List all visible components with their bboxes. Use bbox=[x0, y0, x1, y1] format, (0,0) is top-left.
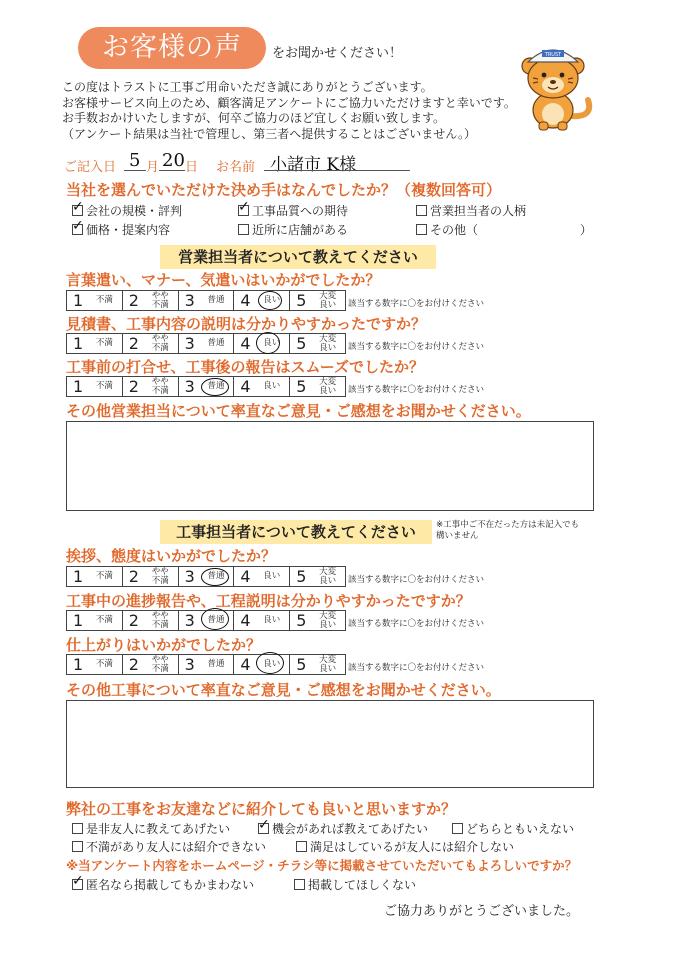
day-label: 日 bbox=[185, 160, 199, 175]
rating-2[interactable]: 2 やや 不満 bbox=[123, 334, 179, 353]
intro-line: この度はトラストに工事ご用命いただき誠にありがとうございます。 bbox=[62, 80, 433, 94]
question-construction-progress: 工事中の進捗報告や、工程説明は分かりやすかったですか？ bbox=[66, 592, 471, 610]
checkbox[interactable] bbox=[72, 205, 83, 216]
checkbox[interactable] bbox=[72, 841, 83, 852]
option-sales-personality[interactable]: 営業担当者の人柄 bbox=[416, 202, 526, 219]
date-label: ご記入日 bbox=[64, 160, 117, 175]
sales-comment-prompt: その他営業担当について率直なご意見・ご感想をお聞かせください。 bbox=[66, 402, 531, 420]
option-anonymous-ok[interactable]: ✓匿名なら掲載してもかまわない bbox=[72, 876, 254, 893]
checkbox[interactable] bbox=[238, 224, 249, 235]
option-nearby-store[interactable]: 近所に店舗がある bbox=[238, 221, 348, 238]
rating-scale[interactable] bbox=[66, 333, 346, 354]
section-sales: 営業担当者について教えてください bbox=[160, 245, 436, 269]
section-construction: 工事担当者について教えてください bbox=[160, 520, 432, 544]
rating-scale[interactable] bbox=[66, 566, 346, 587]
rating-4[interactable]: 4 良い bbox=[234, 567, 290, 586]
checkbox[interactable] bbox=[452, 823, 463, 834]
rating-scale[interactable] bbox=[66, 654, 346, 675]
checkbox[interactable] bbox=[258, 823, 269, 834]
option-definitely-tell[interactable]: 是非友人に教えてあげたい bbox=[72, 820, 230, 837]
rating-4[interactable]: 4 良い bbox=[234, 334, 290, 353]
mascot-badge: TRUST bbox=[544, 52, 562, 58]
scale-hint: 該当する数字に〇をお付けください bbox=[348, 342, 485, 352]
month-label: 月 bbox=[146, 160, 160, 175]
checkbox[interactable] bbox=[294, 879, 305, 890]
page-subtitle: をお聞かせください！ bbox=[272, 46, 403, 61]
rating-5[interactable]: 5 大変 良い bbox=[296, 566, 337, 586]
entry-row bbox=[64, 150, 424, 174]
rating-1[interactable]: 1 不満 bbox=[67, 567, 123, 586]
rating-2[interactable]: 2 やや 不満 bbox=[123, 291, 179, 310]
rating-scale[interactable] bbox=[66, 610, 346, 631]
rating-5[interactable]: 5 大変 良い bbox=[296, 376, 337, 396]
rating-5[interactable]: 5 大変 良い bbox=[296, 333, 337, 353]
option-company-reputation[interactable]: ✓会社の規模・評判 bbox=[72, 202, 182, 219]
scale-hint: 該当する数字に〇をお付けください bbox=[348, 619, 485, 629]
rating-1[interactable]: 1 不満 bbox=[67, 655, 123, 674]
option-satisfied-no-referral[interactable]: 満足はしているが友人には紹介しない bbox=[296, 838, 514, 855]
question-publish: ※当アンケート内容をホームページ・チラシ等に掲載させていただいてもよろしいですか？ bbox=[66, 858, 578, 873]
checkbox[interactable] bbox=[296, 841, 307, 852]
rating-4[interactable]: 4 良い bbox=[234, 291, 290, 310]
publish-options bbox=[72, 876, 472, 894]
option-other[interactable]: その他（ bbox=[416, 221, 478, 238]
option-dissatisfied[interactable]: 不満があり友人には紹介できない bbox=[72, 838, 266, 855]
rating-scale[interactable] bbox=[66, 376, 346, 397]
rating-3[interactable]: 3 普通 bbox=[179, 567, 235, 586]
rating-1[interactable]: 1 不満 bbox=[67, 291, 123, 310]
intro-line: お手数おかけいたしますが、何卒ご協力のほど宜しくお願い致します。 bbox=[62, 111, 446, 125]
option-neutral[interactable]: どちらともいえない bbox=[452, 820, 574, 837]
page-title: お客様の声 bbox=[78, 27, 266, 69]
checkbox[interactable] bbox=[416, 224, 427, 235]
day-value[interactable]: 20 bbox=[162, 150, 185, 171]
scale-hint: 該当する数字に〇をお付けください bbox=[348, 385, 485, 395]
question-construction-finish: 仕上がりはいかがでしたか？ bbox=[66, 636, 262, 654]
rating-1[interactable]: 1 不満 bbox=[67, 334, 123, 353]
scale-hint: 該当する数字に〇をお付けください bbox=[348, 299, 485, 309]
checkbox[interactable] bbox=[72, 224, 83, 235]
reason-options bbox=[72, 202, 602, 240]
month-value[interactable]: 5 bbox=[129, 150, 141, 171]
question-sales-explanation: 見積書、工事内容の説明は分かりやすかったですか？ bbox=[66, 315, 427, 333]
intro-line: お客様サービス向上のため、顧客満足アンケートにご協力いただけますと幸いです。 bbox=[62, 95, 516, 110]
mascot-tiger-icon bbox=[508, 36, 598, 132]
construction-comment-box[interactable] bbox=[66, 700, 594, 788]
rating-2[interactable]: 2 やや 不満 bbox=[123, 567, 179, 586]
scale-hint: 該当する数字に〇をお付けください bbox=[348, 663, 485, 673]
rating-3[interactable]: 3 普通 bbox=[179, 377, 235, 396]
option-price-proposal[interactable]: ✓価格・提案内容 bbox=[72, 221, 170, 238]
option-other-close: ） bbox=[580, 223, 593, 237]
name-label: お名前 bbox=[216, 160, 256, 175]
thanks-text: ご協力ありがとうございました。 bbox=[384, 904, 580, 919]
rating-1[interactable]: 1 不満 bbox=[67, 611, 123, 630]
name-value[interactable]: 小諸市 K様 bbox=[270, 155, 357, 175]
option-do-not-publish[interactable]: 掲載してほしくない bbox=[294, 876, 416, 893]
rating-2[interactable]: 2 やや 不満 bbox=[123, 655, 179, 674]
rating-2[interactable]: 2 やや 不満 bbox=[123, 611, 179, 630]
intro-line: （アンケート結果は当社で管理し、第三者へ提供することはございません。） bbox=[62, 126, 477, 141]
rating-4[interactable]: 4 良い bbox=[234, 611, 290, 630]
construction-comment-prompt: その他工事について率直なご意見・ご感想をお聞かせください。 bbox=[66, 681, 501, 699]
scale-hint: 該当する数字に〇をお付けください bbox=[348, 575, 485, 585]
referral-options bbox=[72, 820, 612, 856]
rating-4[interactable]: 4 良い bbox=[234, 655, 290, 674]
option-tell-if-chance[interactable]: ✓ 機会があれば教えてあげたい bbox=[258, 820, 428, 837]
rating-5[interactable]: 5 大変 良い bbox=[296, 610, 337, 630]
rating-1[interactable]: 1 不満 bbox=[67, 377, 123, 396]
rating-5[interactable]: 5 大変 良い bbox=[296, 290, 337, 310]
question-sales-manner: 言葉遣い、マナー、気遣いはいかがでしたか？ bbox=[66, 271, 381, 289]
rating-3[interactable]: 3 普通 bbox=[179, 334, 235, 353]
question-construction-greeting: 挨拶、態度はいかがでしたか？ bbox=[66, 547, 277, 565]
construction-note: ※工事中ご不在だった方は未記入でも 構いません bbox=[436, 520, 580, 541]
option-quality[interactable]: ✓ 工事品質への期待 bbox=[238, 202, 348, 219]
rating-5[interactable]: 5 大変 良い bbox=[296, 654, 337, 674]
checkbox[interactable] bbox=[238, 205, 249, 216]
question-referral: 弊社の工事をお友達などに紹介しても良いと思いますか？ bbox=[66, 800, 457, 818]
intro-text bbox=[62, 80, 532, 142]
rating-scale[interactable] bbox=[66, 290, 346, 311]
question-sales-meeting: 工事前の打合せ、工事後の報告はスムーズでしたか？ bbox=[66, 358, 425, 376]
rating-3[interactable]: 3 普通 bbox=[179, 611, 235, 630]
rating-2[interactable]: 2 やや 不満 bbox=[123, 377, 179, 396]
sales-comment-box[interactable] bbox=[66, 421, 594, 511]
checkbox[interactable] bbox=[72, 879, 83, 890]
checkbox[interactable] bbox=[72, 823, 83, 834]
rating-3[interactable]: 3 普通 bbox=[179, 655, 235, 674]
checkbox[interactable] bbox=[416, 205, 427, 216]
rating-3[interactable]: 3 普通 bbox=[179, 291, 235, 310]
question-reason: 当社を選んでいただけた決め手はなんでしたか？（複数回答可） bbox=[66, 181, 502, 199]
rating-4[interactable]: 4 良い bbox=[234, 377, 290, 396]
